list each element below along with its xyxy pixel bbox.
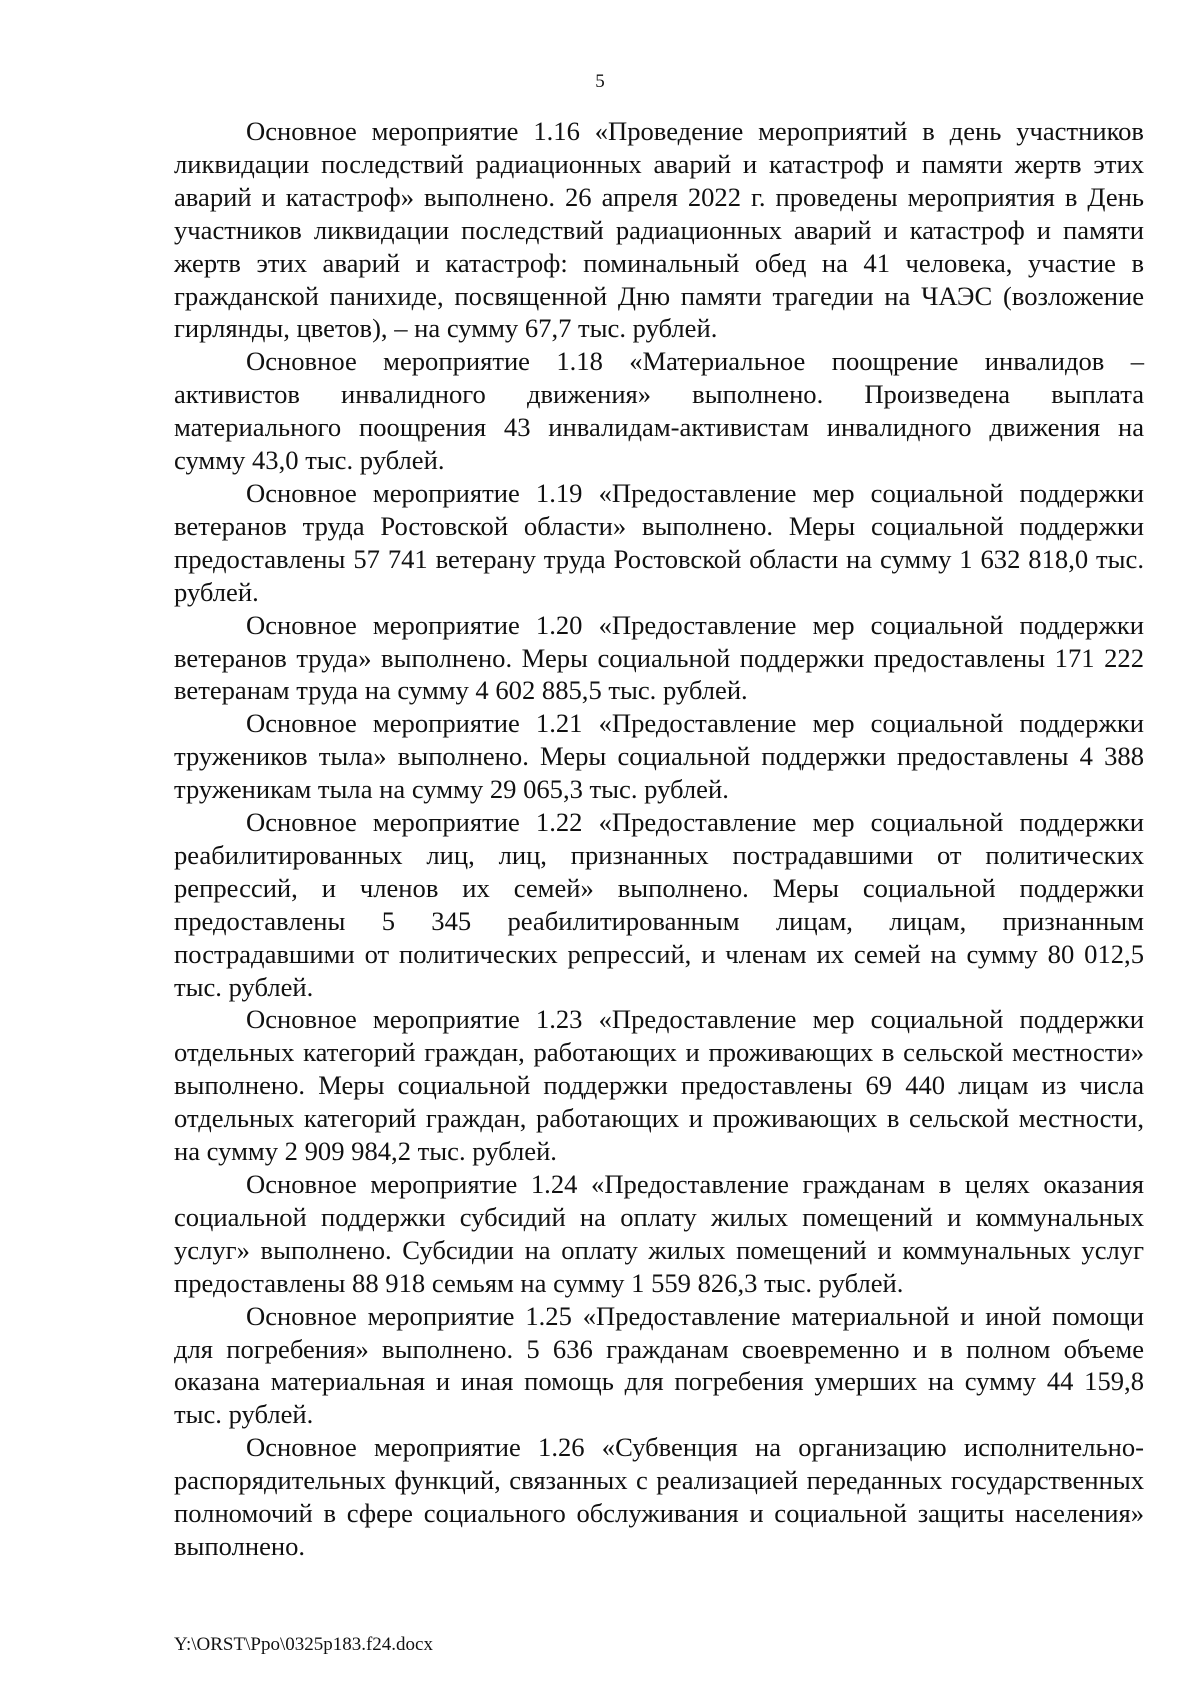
paragraph-measure-1-18: Основное мероприятие 1.18 «Материальное поощрение инвалидов – активистов инвалидного движения» выполнено. Произведена выплата материального поощрения 43 инвалидам-активистам инвалидного движения на сумму 43,0 тыс. рублей. <box>174 346 1144 476</box>
paragraph-measure-1-25: Основное мероприятие 1.25 «Предоставление материальной и иной помощи для погребения» выполнено. 5 636 гражданам своевременно и в полном объеме оказана материальная и иная помощь для погребения умерших на сумму 44 159,8 тыс. рублей. <box>174 1300 1144 1430</box>
paragraph-measure-1-19: Основное мероприятие 1.19 «Предоставление мер социальной поддержки ветеранов труда Ростовской области» выполнено. Меры социальной поддержки предоставлены 57 741 ветерану труда Ростовской области на сумму 1 632 818,0 тыс. рублей. <box>174 477 1144 607</box>
paragraph-measure-1-23: Основное мероприятие 1.23 «Предоставление мер социальной поддержки отдельных категорий граждан, работающих и проживающих в сельской местности» выполнено. Меры социальной поддержки предоставлены 69 440 лицам из числа отдельных категорий граждан, работающих и проживающих в сельской местности, на сумму 2 909 984,2 тыс. рублей. <box>174 1004 1144 1167</box>
footer-file-path: Y:\ORST\Ppo\0325p183.f24.docx <box>174 1634 433 1655</box>
document-body <box>174 115 1144 1563</box>
paragraph-measure-1-24: Основное мероприятие 1.24 «Предоставление гражданам в целях оказания социальной поддержки субсидий на оплату жилых помещений и коммунальных услуг» выполнено. Субсидии на оплату жилых помещений и коммунальных услуг предоставлены 88 918 семьям на сумму 1 559 826,3 тыс. рублей. <box>174 1169 1144 1298</box>
paragraph-measure-1-26: Основное мероприятие 1.26 «Субвенция на организацию исполнительно-распорядительных функций, связанных с реализацией переданных государственных полномочий в сфере социального обслуживания и социальной защиты населения» выполнено. <box>174 1432 1144 1561</box>
paragraph-measure-1-21: Основное мероприятие 1.21 «Предоставление мер социальной поддержки тружеников тыла» выполнено. Меры социальной поддержки предоставлены 4 388 труженикам тыла на сумму 29 065,3 тыс. рублей. <box>174 708 1144 805</box>
paragraph-measure-1-20: Основное мероприятие 1.20 «Предоставление мер социальной поддержки ветеранов труда» выполнено. Меры социальной поддержки предоставлены 171 222 ветеранам труда на сумму 4 602 885,5 тыс. рублей. <box>174 609 1144 706</box>
paragraph-measure-1-16: Основное мероприятие 1.16 «Проведение мероприятий в день участников ликвидации последствий радиационных аварий и катастроф и памяти жертв этих аварий и катастроф» выполнено. 26 апреля 2022 г. проведены мероприятия в День участников ликвидации последствий радиационных аварий и катастроф и памяти жертв этих аварий и катастроф: поминальный обед на 41 человека, участие в гражданской панихиде, посвященной Дню памяти трагедии на ЧАЭС (возложение гирлянды, цветов), – на сумму 67,7 тыс. рублей. <box>174 116 1144 344</box>
page-number: 5 <box>595 71 605 92</box>
paragraph-measure-1-22: Основное мероприятие 1.22 «Предоставление мер социальной поддержки реабилитированных лиц, лиц, признанных пострадавшими от политических репрессий, и членов их семей» выполнено. Меры социальной поддержки предоставлены 5 345 реабилитированным лицам, лицам, признанным пострадавшими от политических репрессий, и членам их семей на сумму 80 012,5 тыс. рублей. <box>174 807 1144 1002</box>
